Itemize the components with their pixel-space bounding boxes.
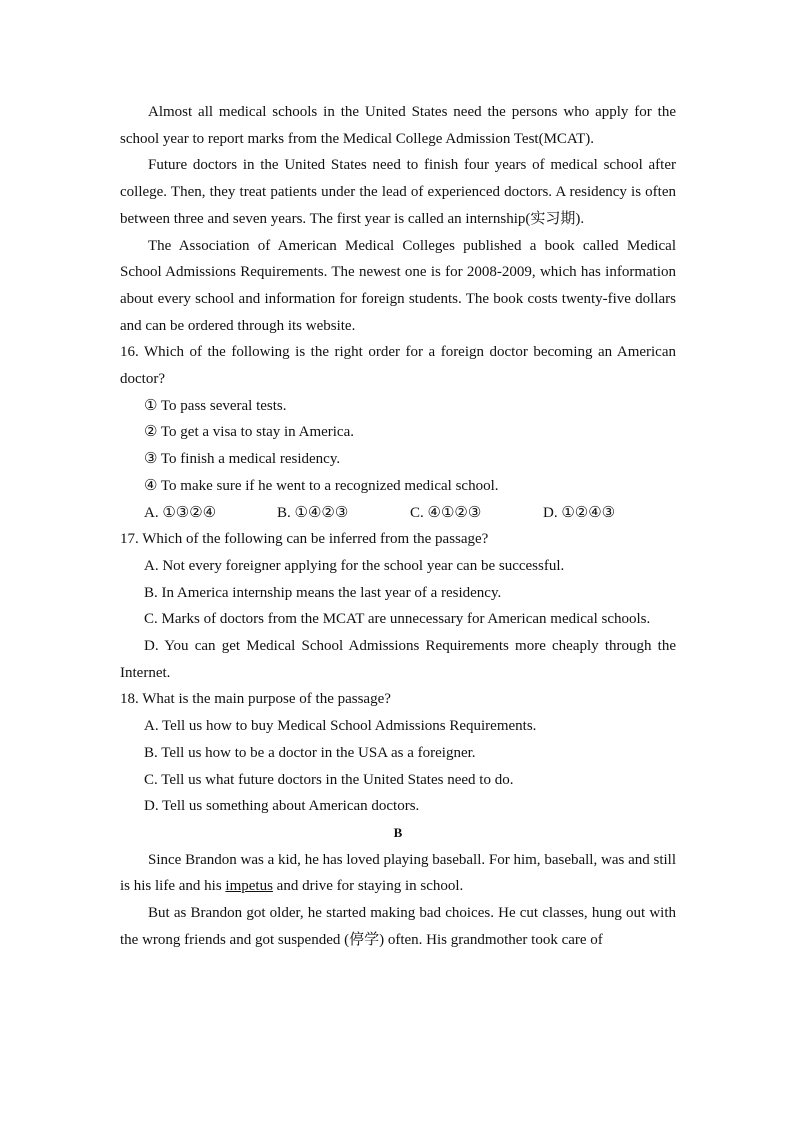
- question-18-option-c[interactable]: C. Tell us what future doctors in the United States need to do.: [144, 771, 514, 788]
- question-16-choice-c[interactable]: C. ④①②③: [410, 504, 482, 521]
- question-16-choice-b[interactable]: B. ①④②③: [277, 504, 349, 521]
- question-16-choice-a[interactable]: A. ①③②④: [144, 504, 217, 521]
- passage-b-underlined-word: impetus: [225, 878, 273, 895]
- question-17-option-d[interactable]: D. You can get Medical School Admissions Requirements more cheaply through the Internet.: [120, 638, 676, 681]
- section-b-heading: B: [393, 824, 403, 840]
- passage-a-paragraph-1: Almost all medical schools in the United States need the persons who apply for the school year to report marks from the Medical College Admission Test(MCAT).: [120, 104, 676, 147]
- question-16-stem: 16. Which of the following is the right order for a foreign doctor becoming an American doctor?: [120, 344, 676, 388]
- question-17-option-b[interactable]: B. In America internship means the last year of a residency.: [144, 584, 502, 601]
- question-16-step-4: ④ To make sure if he went to a recognized medical school.: [144, 477, 499, 494]
- passage-a-paragraph-3: The Association of American Medical Colleges published a book called Medical School Admissions Requirements. The newest one is for 2008-2009, which has information about every school and information for foreign students. The book costs twenty-five dollars and can be ordered through its website.: [120, 237, 676, 334]
- question-17-stem: 17. Which of the following can be inferred from the passage?: [120, 531, 489, 548]
- question-18-option-a[interactable]: A. Tell us how to buy Medical School Admissions Requirements.: [144, 718, 537, 735]
- question-18-stem: 18. What is the main purpose of the passage?: [120, 691, 391, 708]
- passage-a-paragraph-2: Future doctors in the United States need to finish four years of medical school after college. Then, they treat patients under the lead of experienced doctors. A residency is often between three and seven years. The first year is called an internship(实习期).: [120, 157, 676, 227]
- question-17-option-a[interactable]: A. Not every foreigner applying for the school year can be successful.: [144, 557, 565, 574]
- question-16-step-1: ① To pass several tests.: [144, 397, 287, 414]
- question-16-step-2: ② To get a visa to stay in America.: [144, 424, 354, 441]
- question-18-option-b[interactable]: B. Tell us how to be a doctor in the USA as a foreigner.: [144, 744, 476, 761]
- passage-b-paragraph-2: But as Brandon got older, he started making bad choices. He cut classes, hung out with the wrong friends and got suspended (停学) often. His grandmother took care of: [120, 905, 676, 948]
- passage-b-paragraph-1: [120, 847, 676, 900]
- question-16-step-3: ③ To finish a medical residency.: [144, 451, 341, 468]
- document-page: [120, 99, 676, 954]
- question-17-option-c[interactable]: C. Marks of doctors from the MCAT are unnecessary for American medical schools.: [144, 611, 651, 628]
- question-16-choice-d[interactable]: D. ①②④③: [543, 504, 616, 521]
- passage-b-p1-text-after: and drive for staying in school.: [272, 878, 464, 895]
- passage-b-p1-text-before: Since Brandon was a kid, he has loved playing baseball. For him, baseball, was and still is his life and his: [120, 851, 676, 895]
- question-16-choices: [120, 500, 676, 527]
- question-18-option-d[interactable]: D. Tell us something about American doctors.: [144, 798, 420, 815]
